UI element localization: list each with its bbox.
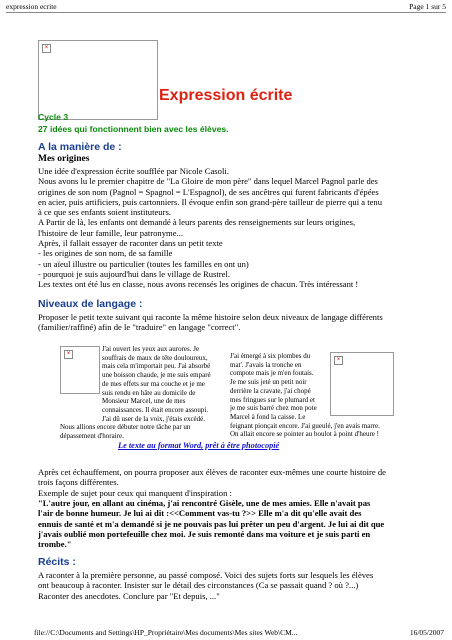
example-line: J'ai émergé à six plombes du: [230, 352, 311, 360]
header-page: Page 1 sur 5: [409, 2, 446, 11]
text-line: origines de son nom (Pagnol = Spagnol = L'Espagnol), de ses ancêtres qui furent fabricants d'épées: [38, 186, 379, 197]
cycle-label: Cycle 3: [38, 112, 69, 122]
quote-line: "L'autre jour, en allant au cinéma, j'ai rencontré Gisèle, une de mes amies. Elle n'avait pas: [38, 498, 371, 508]
footer-date: 16/05/2007: [409, 628, 444, 637]
example-line: feignant pionçait encore. J'ai gueulé, j'en avais marre.: [230, 421, 380, 430]
example-line: Monsieur Marcel, une de mes: [102, 397, 186, 406]
example-line: souffrais de maux de tête douloureux,: [102, 353, 208, 362]
text-line: trois façons différentes.: [38, 477, 119, 488]
header-rule: [6, 12, 446, 13]
quote-line: j'avais oublié mon portefeuille chez moi. Je suis remonté dans ma voiture et je suis parti en: [38, 528, 371, 539]
text-line: Après, il fallait essayer de raconter dans un petit texte: [38, 238, 223, 249]
page-subtitle: 27 idées qui fonctionnent bien avec les élèves.: [38, 124, 229, 134]
subheading-origines: Mes origines: [38, 154, 90, 164]
quote-line: trombe.": [38, 539, 72, 550]
text-line: l'histoire de leur famille, leur patronyme...: [38, 227, 183, 238]
heading-a-la-maniere: A la manière de :: [38, 141, 122, 153]
example-line: connaissances. Il était encore assoupi.: [102, 405, 209, 414]
example-line: Nous allions encore débuter notre tâche par un: [60, 423, 191, 431]
broken-image-icon: ×: [42, 44, 51, 53]
broken-image-icon: ×: [64, 350, 73, 359]
print-header: [6, 2, 446, 11]
section-niveaux-after: [38, 467, 420, 498]
text-line: Les textes ont été lus en classe, nous avons recensés les origines de chacun. Très intéressant !: [38, 279, 359, 290]
section-niveaux-intro: [38, 312, 420, 333]
example-line: mat'. J'avais la tronche en: [230, 360, 302, 369]
example-line: Marcel à fond la caisse. Le: [230, 412, 306, 421]
example-line: mes fringues sur le plumard et: [230, 395, 315, 404]
word-format-link[interactable]: Le texte au format Word, prêt à être photocopié: [118, 441, 280, 450]
example-raffine-end: [60, 423, 225, 440]
text-line: Nous avons lu le premier chapitre de "La Gloire de mon père" dans lequel Marcel Pagnol parle des: [38, 176, 378, 187]
text-line: ont beaucoup à raconter. Insister sur le détail des circonstances (Ca se passait quand ? où ?...): [38, 580, 359, 591]
text-line: A Partir de là, les enfants ont demandé à leurs parents des renseignements sur leurs origines,: [38, 217, 356, 228]
footer-path: file://C:\Documents and Settings\HP_Propriétaire\Mes documents\Mes sites Web\CM...: [34, 628, 298, 637]
text-line: A raconter à la première personne, au passé composé. Voici des sujets forts sur lesquels les élèves: [38, 570, 374, 580]
example-line: dépassement d'horaire.: [60, 431, 124, 440]
header-title: expression ecrite: [6, 2, 57, 11]
example-line: Je me suis jeté un petit noir: [230, 378, 307, 387]
example-raffine: [102, 345, 222, 423]
example-line: de mes effets sur ma couche et je me: [102, 379, 205, 388]
text-line: Raconter des anecdotes. Conclure par "Et depuis, ...": [38, 590, 220, 601]
example-line: derrière la cravate, j'ai chopé: [230, 386, 311, 395]
example-line: mais cela m'importait peu. J'ai absorbé: [102, 362, 211, 371]
quote-line: l'air de bonne humeur. Je lui ai dit :<<Comment vas-tu ?>> Elle m'a dit qu'elle avait des: [38, 508, 362, 519]
text-line: - pourquoi je suis aujourd'hui dans le village de Rustrel.: [38, 268, 231, 279]
broken-image: [38, 40, 158, 120]
text-line: Une idée d'expression écrite soufflée par Nicole Casoli.: [38, 166, 229, 176]
broken-image: [330, 352, 394, 416]
text-line: Exemple de sujet pour ceux qui manquent d'inspiration :: [38, 487, 232, 498]
example-line: je me suis barré chez mon pote: [230, 404, 317, 413]
print-footer: [34, 628, 444, 637]
example-line: On allait encore se pointer au boulot à point d'heure !: [230, 430, 379, 439]
section-origines-text: [38, 166, 420, 290]
text-line: à ce que ses enfants soient instituteurs.: [38, 207, 171, 218]
text-line: - un aïeul illustre ou particulier (toutes les familles en ont un): [38, 258, 249, 269]
text-line: Proposer le petit texte suivant qui raconte la même histoire selon deux niveaux de langage différents: [38, 312, 383, 322]
example-line: J'ai dû user de la voix, j'étais excédé.: [102, 414, 206, 423]
text-line: - les origines de son nom, de sa famille: [38, 248, 173, 259]
example-subject-quote: [38, 498, 420, 549]
heading-niveaux: Niveaux de langage :: [38, 298, 143, 310]
example-line: une boisson chaude, je me suis emparé: [102, 371, 211, 380]
text-line: en acier, puis artificiers, puis cartonniers. Il évoque enfin son grand-père tailleur de pierre qui a tenu: [38, 196, 382, 207]
example-line: suis rendu en hâte au domicile de: [102, 388, 196, 397]
example-line: J'ai ouvert les yeux aux aurores. Je: [102, 345, 200, 353]
broken-image: [60, 346, 100, 394]
broken-image-icon: ×: [334, 356, 343, 365]
page-title: Expression écrite: [159, 87, 293, 104]
text-line: Après cet échauffement, on pourra proposer aux élèves de raconter eux-mêmes une courte histoire de: [38, 467, 386, 477]
example-line: compote mais je m'en foutais.: [230, 369, 314, 378]
quote-line: ennuis de santé et m'a demandé si je ne pouvais pas lui prêter un peu d'argent. Je lui ai dit que: [38, 518, 385, 529]
heading-recits: Récits :: [38, 556, 76, 568]
text-line: (familier/raffiné) afin de le "traduire" en langage "correct".: [38, 322, 241, 333]
section-recits-text: [38, 570, 420, 601]
